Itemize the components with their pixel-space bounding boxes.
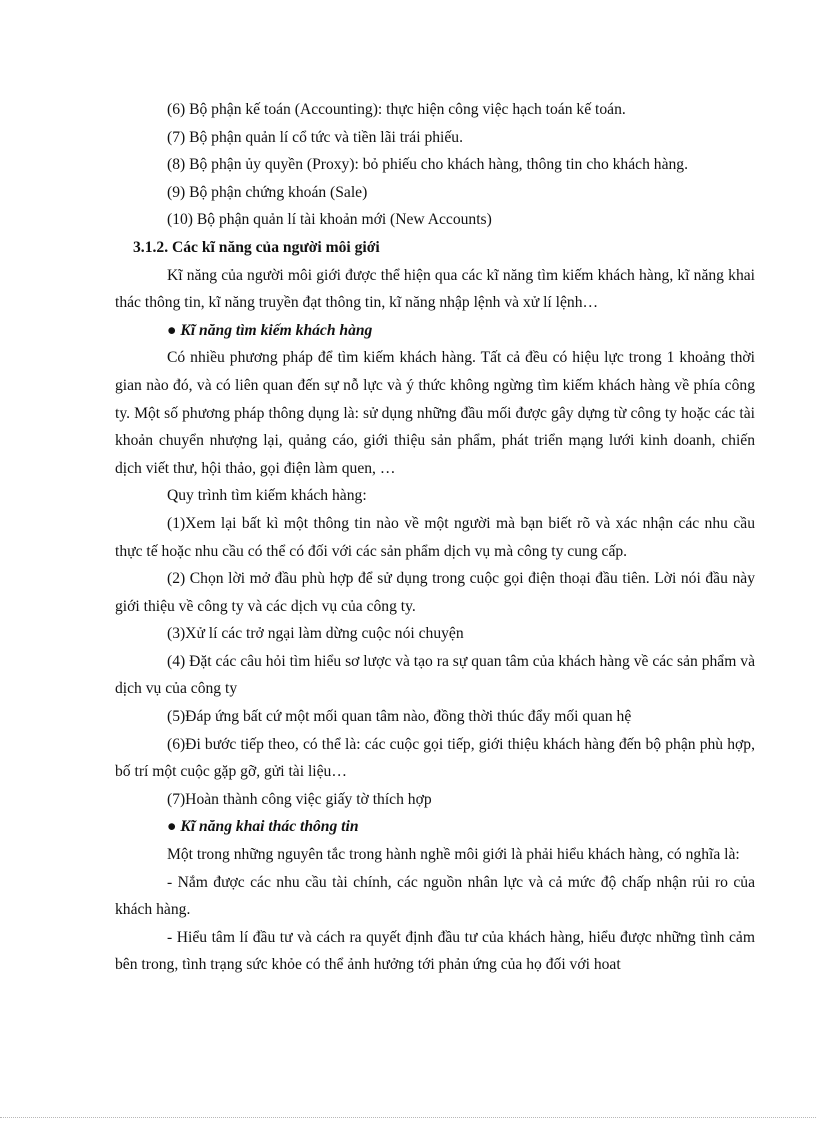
paragraph-methods: Có nhiều phương pháp để tìm kiếm khách hàng. Tất cả đều có hiệu lực trong 1 khoảng thời gian nào đó, và có liên quan đến sự nỗ lực và ý thức không ngừng tìm kiếm khách hàng về phía công ty. Một số phương pháp thông dụng là: sử dụng những đầu mối được gây dựng từ công ty hoặc các tài khoản chuyển nhượng lại, quảng cáo, giới thiệu sản phẩm, phát triển mạng lưới kinh doanh, chiến dịch viết thư, hội thảo, gọi điện làm quen, … — [115, 349, 755, 477]
process-step: (7)Hoàn thành công việc giấy tờ thích hợp — [167, 790, 432, 808]
list-item: (9) Bộ phận chứng khoán (Sale) — [167, 183, 368, 201]
subheading-information-gathering — [115, 813, 755, 841]
intro-paragraph: Kĩ năng của người môi giới được thể hiện qua các kĩ năng tìm kiếm khách hàng, kĩ năng khai thác thông tin, kĩ năng truyền đạt thông tin, kĩ năng nhập lệnh và xử lí lệnh… — [115, 266, 755, 312]
paragraph-principle: Một trong những nguyên tắc trong hành nghề môi giới là phải hiểu khách hàng, có nghĩa là: — [167, 846, 740, 864]
subheading-text: Kĩ năng tìm kiếm khách hàng — [180, 321, 373, 339]
list-item: (7) Bộ phận quản lí cổ tức và tiền lãi trái phiếu. — [167, 128, 463, 146]
list-item: (6) Bộ phận kế toán (Accounting): thực hiện công việc hạch toán kế toán. — [167, 101, 626, 118]
process-step: (4) Đặt các câu hỏi tìm hiểu sơ lược và tạo ra sự quan tâm của khách hàng về các sản phẩm và dịch vụ của công ty — [115, 652, 755, 698]
dash-item: - Nắm được các nhu cầu tài chính, các nguồn nhân lực và cả mức độ chấp nhận rủi ro của khách hàng. — [115, 873, 755, 919]
list-item: (8) Bộ phận ủy quyền (Proxy): bỏ phiếu cho khách hàng, thông tin cho khách hàng. — [167, 156, 688, 174]
process-step: (6)Đi bước tiếp theo, có thể là: các cuộc gọi tiếp, giới thiệu khách hàng đến bộ phận phù hợp, bố trí một cuộc gặp gỡ, gửi tài liệu… — [115, 735, 755, 781]
subheading-customer-search — [115, 317, 755, 345]
bullet-icon: ● — [167, 321, 177, 339]
document-page — [115, 96, 755, 979]
subheading-text: Kĩ năng khai thác thông tin — [180, 818, 359, 836]
page-bottom-rule — [0, 1117, 816, 1118]
process-step: (1)Xem lại bất kì một thông tin nào về một người mà bạn biết rõ và xác nhận các nhu cầu thực tế hoặc nhu cầu có thể có đối với các sản phẩm dịch vụ mà công ty cung cấp. — [115, 514, 755, 560]
process-step: (3)Xử lí các trở ngại làm dừng cuộc nói chuyện — [167, 625, 464, 643]
dash-item: - Hiểu tâm lí đầu tư và cách ra quyết định đầu tư của khách hàng, hiểu được những tình cảm bên trong, tình trạng sức khỏe có thể ảnh hưởng tới phản ứng của họ đối với hoat — [115, 928, 755, 974]
process-step: (2) Chọn lời mở đầu phù hợp để sử dụng trong cuộc gọi điện thoại đầu tiên. Lời nói đầu này giới thiệu về công ty và các dịch vụ của công ty. — [115, 570, 755, 615]
process-step: (5)Đáp ứng bất cứ một mối quan tâm nào, đồng thời thúc đẩy mối quan hệ — [167, 708, 632, 726]
list-item: (10) Bộ phận quản lí tài khoản mới (New Accounts) — [167, 211, 492, 229]
section-heading: 3.1.2. Các kĩ năng của người môi giới — [133, 238, 380, 256]
bullet-icon: ● — [167, 818, 177, 836]
process-title: Quy trình tìm kiếm khách hàng: — [167, 487, 367, 505]
